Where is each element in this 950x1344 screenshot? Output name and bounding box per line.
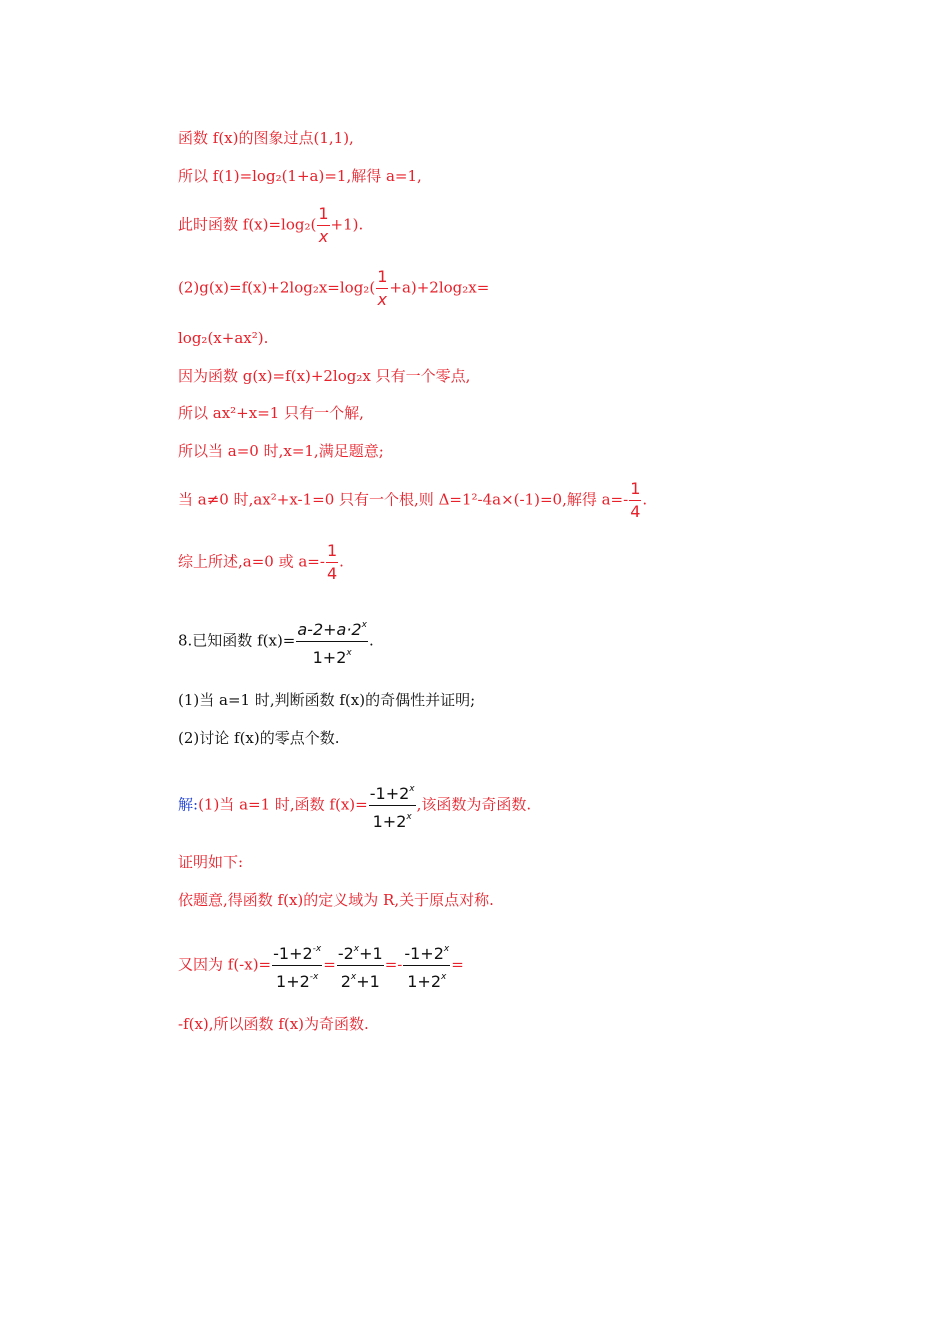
num-exponent: x bbox=[361, 620, 367, 630]
frac-numerator bbox=[369, 778, 416, 806]
num-exponent: x bbox=[443, 944, 450, 954]
equals-sign: = bbox=[323, 955, 336, 974]
frac-numerator: 1 bbox=[376, 266, 388, 289]
sol7-line-10 bbox=[178, 540, 344, 585]
frac-denominator bbox=[296, 642, 368, 669]
frac-denominator bbox=[337, 966, 384, 993]
frac-denominator: 4 bbox=[630, 502, 641, 521]
num-text: -1+2 bbox=[273, 944, 313, 963]
sol7-line-5: log₂(x+ax²). bbox=[178, 329, 269, 347]
fraction-one-over-x-2 bbox=[376, 266, 388, 311]
problem8-stem-prefix: 8.已知函数 f(x)= bbox=[178, 631, 296, 650]
den-text: 1+2 bbox=[276, 972, 310, 991]
sol8-line-1 bbox=[178, 778, 531, 833]
frac-denominator bbox=[272, 966, 322, 993]
sol8-line-1-prefix: (1)当 a=1 时,函数 f(x)= bbox=[198, 795, 368, 814]
den-exponent: x bbox=[406, 812, 412, 822]
frac-denominator: 4 bbox=[326, 564, 338, 583]
sol7-line-2: 所以 f(1)=log₂(1+a)=1,解得 a=1, bbox=[178, 167, 422, 185]
frac-numerator bbox=[272, 938, 322, 966]
num-text: -1+2 bbox=[404, 944, 444, 963]
fraction-f-x bbox=[403, 938, 450, 993]
fraction-f-neg-x bbox=[272, 938, 322, 993]
den-text: 1+2 bbox=[407, 972, 441, 991]
sol8-line-3: 依题意,得函数 f(x)的定义域为 R,关于原点对称. bbox=[178, 891, 494, 909]
sol7-line-9-prefix: 当 a≠0 时,ax²+x-1=0 只有一个根,则 Δ=1²-4a×(-1)=0,解得 a=- bbox=[178, 490, 629, 509]
sol8-fraction bbox=[369, 778, 416, 833]
den-text: 1+2 bbox=[312, 648, 347, 667]
den-exponent: -x bbox=[309, 972, 319, 982]
fraction-simplified bbox=[337, 938, 384, 993]
sol7-line-8: 所以当 a=0 时,x=1,满足题意; bbox=[178, 442, 384, 460]
sol7-line-7: 所以 ax²+x=1 只有一个解, bbox=[178, 404, 364, 422]
sol8-line-4-prefix: 又因为 f(-x)= bbox=[178, 955, 272, 974]
frac-denominator: x bbox=[318, 227, 329, 246]
problem8-fraction bbox=[296, 614, 368, 669]
sol8-line-4 bbox=[178, 938, 464, 993]
frac-numerator: 1 bbox=[326, 540, 338, 563]
den-exponent: x bbox=[350, 972, 357, 982]
problem8-stem-suffix: . bbox=[368, 631, 374, 650]
problem8-question-1: (1)当 a=1 时,判断函数 f(x)的奇偶性并证明; bbox=[178, 691, 476, 709]
num-text: -2 bbox=[337, 944, 354, 963]
sol8-line-1-suffix: ,该函数为奇函数. bbox=[416, 795, 532, 814]
frac-denominator bbox=[369, 806, 416, 833]
sol7-line-6: 因为函数 g(x)=f(x)+2log₂x 只有一个零点, bbox=[178, 367, 471, 385]
frac-numerator bbox=[403, 938, 450, 966]
num-exponent: -x bbox=[312, 944, 322, 954]
solution-label: 解: bbox=[178, 795, 199, 814]
fraction-one-quarter bbox=[629, 478, 641, 523]
den-tail: +1 bbox=[356, 972, 380, 991]
sol7-line-3 bbox=[178, 203, 363, 248]
fraction-one-quarter-2 bbox=[326, 540, 338, 585]
sol7-line-9-suffix: . bbox=[642, 490, 648, 509]
num-exponent: x bbox=[409, 784, 415, 794]
frac-denominator bbox=[403, 966, 450, 993]
sol7-line-4-prefix: (2)g(x)=f(x)+2log₂x=log₂( bbox=[178, 278, 376, 297]
sol7-line-9 bbox=[178, 478, 647, 523]
sol7-line-4-suffix: +a)+2log₂x= bbox=[389, 278, 490, 297]
den-exponent: x bbox=[346, 648, 352, 658]
num-tail: +1 bbox=[359, 944, 383, 963]
frac-numerator bbox=[337, 938, 384, 966]
fraction-one-over-x bbox=[317, 203, 329, 248]
num-text: -1+2 bbox=[369, 784, 410, 803]
num-exponent: x bbox=[353, 944, 360, 954]
sol7-line-10-suffix: . bbox=[339, 552, 344, 571]
equals-neg-sign: =- bbox=[384, 955, 403, 974]
sol7-line-1: 函数 f(x)的图象过点(1,1), bbox=[178, 129, 354, 147]
sol7-line-3-suffix: +1). bbox=[330, 215, 364, 234]
frac-numerator: 1 bbox=[317, 203, 329, 226]
problem8-question-2: (2)讨论 f(x)的零点个数. bbox=[178, 729, 340, 747]
sol8-line-4-suffix: = bbox=[451, 955, 464, 974]
frac-numerator bbox=[296, 614, 368, 642]
problem8-stem bbox=[178, 614, 374, 669]
frac-denominator: x bbox=[377, 290, 388, 309]
frac-numerator: 1 bbox=[629, 478, 641, 501]
sol7-line-10-prefix: 综上所述,a=0 或 a=- bbox=[178, 552, 325, 571]
den-text: 1+2 bbox=[372, 812, 407, 831]
sol7-line-3-prefix: 此时函数 f(x)=log₂( bbox=[178, 215, 317, 234]
num-text: a-2+a·2 bbox=[297, 620, 362, 639]
sol8-line-5: -f(x),所以函数 f(x)为奇函数. bbox=[178, 1015, 369, 1033]
sol7-line-4 bbox=[178, 266, 489, 311]
den-exponent: x bbox=[441, 972, 447, 982]
sol8-line-2: 证明如下: bbox=[178, 853, 244, 871]
den-text: 2 bbox=[340, 972, 351, 991]
